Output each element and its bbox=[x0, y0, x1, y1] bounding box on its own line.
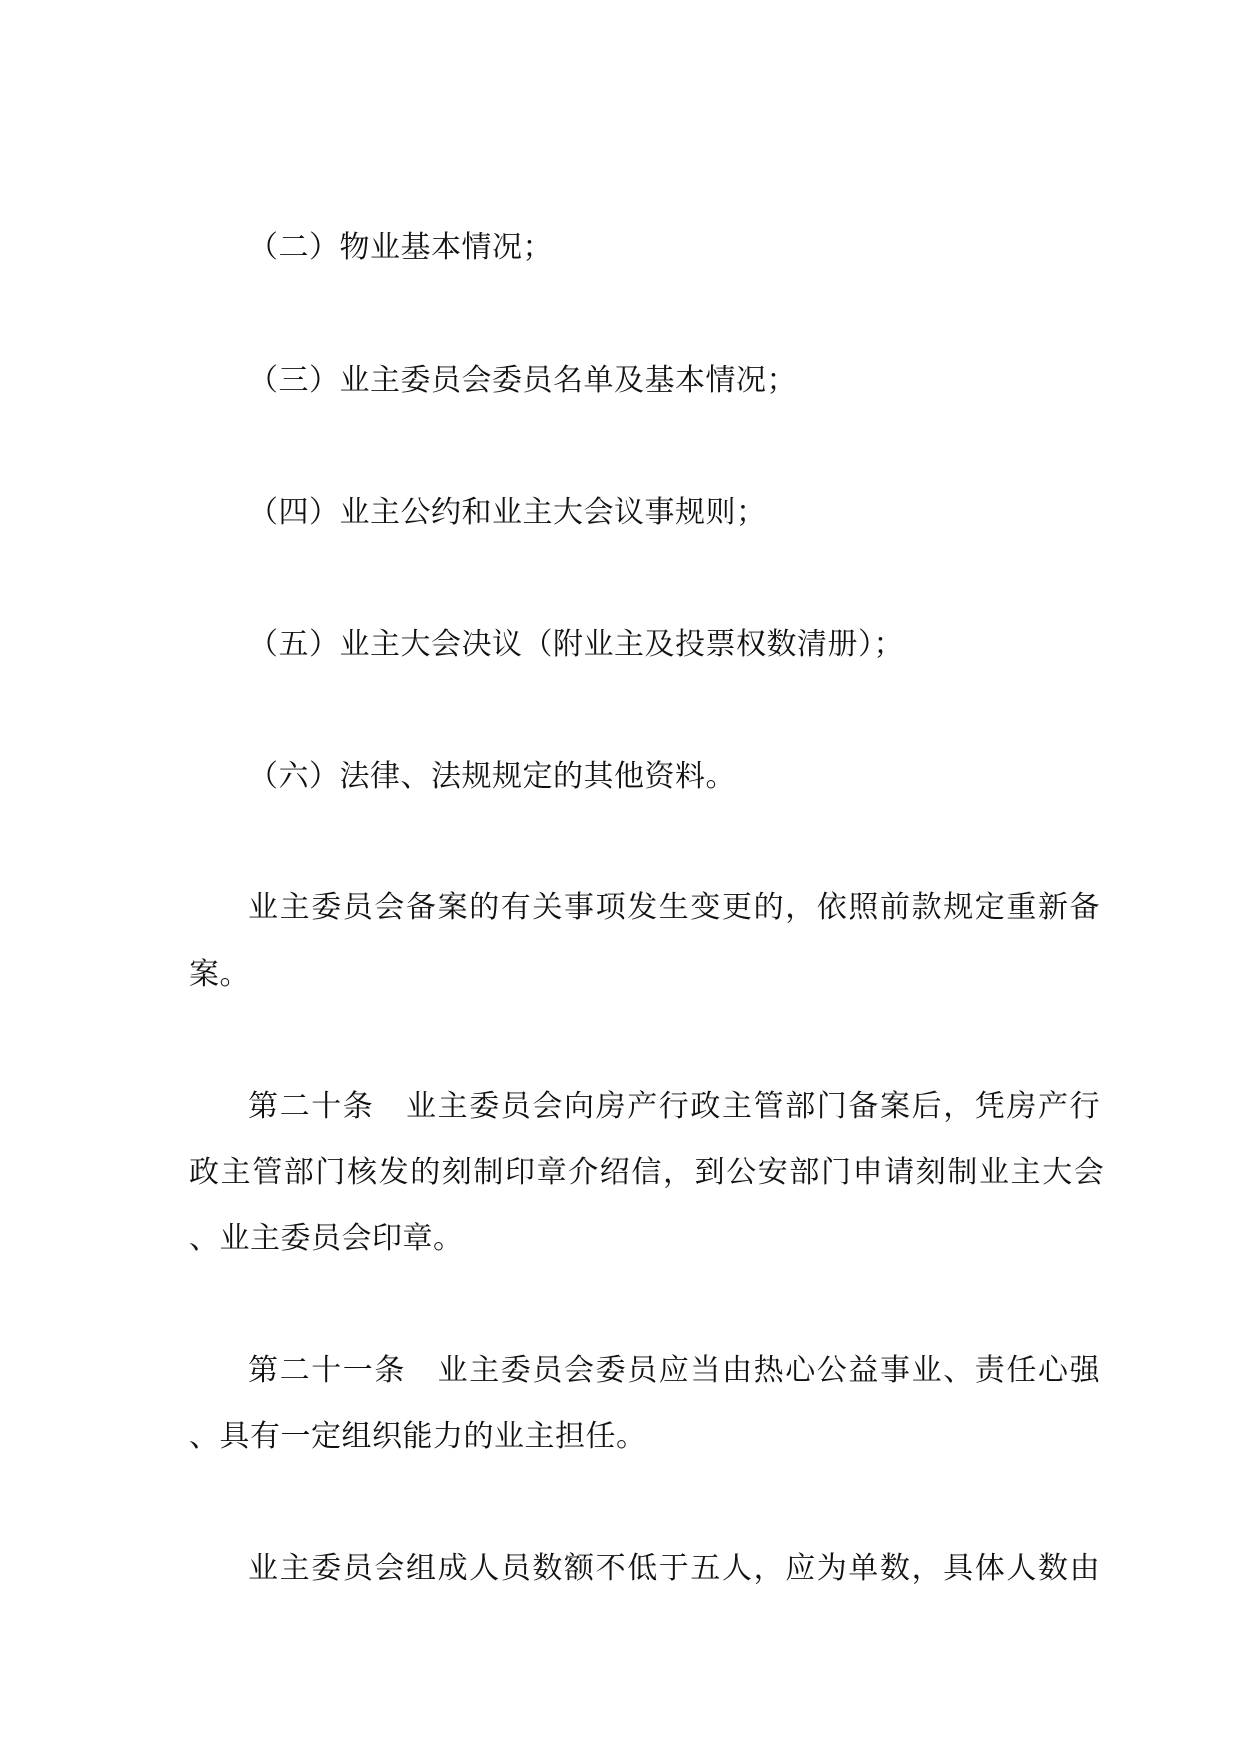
article-20-line-2: 政主管部门核发的刻制印章介绍信，到公安部门申请刻制业主大会 bbox=[189, 1155, 1106, 1190]
list-item-2: （二）物业基本情况； bbox=[248, 230, 553, 265]
list-item-4: （四）业主公约和业主大会议事规则； bbox=[248, 495, 767, 530]
list-item-6: （六）法律、法规规定的其他资料。 bbox=[248, 759, 736, 794]
article-21-line-2: 、具有一定组织能力的业主担任。 bbox=[189, 1419, 647, 1454]
article-20-line-1: 第二十条 业主委员会向房产行政主管部门备案后，凭房产行 bbox=[248, 1089, 1102, 1124]
paragraph-change-line-2: 案。 bbox=[189, 957, 250, 992]
list-item-5: （五）业主大会决议（附业主及投票权数清册）； bbox=[248, 627, 904, 662]
paragraph-change-line-1: 业主委员会备案的有关事项发生变更的，依照前款规定重新备 bbox=[248, 890, 1102, 925]
paragraph-members-line-1: 业主委员会组成人员数额不低于五人，应为单数，具体人数由 bbox=[248, 1551, 1102, 1586]
list-item-3: （三）业主委员会委员名单及基本情况； bbox=[248, 363, 797, 398]
article-20-line-3: 、业主委员会印章。 bbox=[189, 1221, 464, 1256]
article-21-line-1: 第二十一条 业主委员会委员应当由热心公益事业、责任心强 bbox=[248, 1353, 1102, 1388]
